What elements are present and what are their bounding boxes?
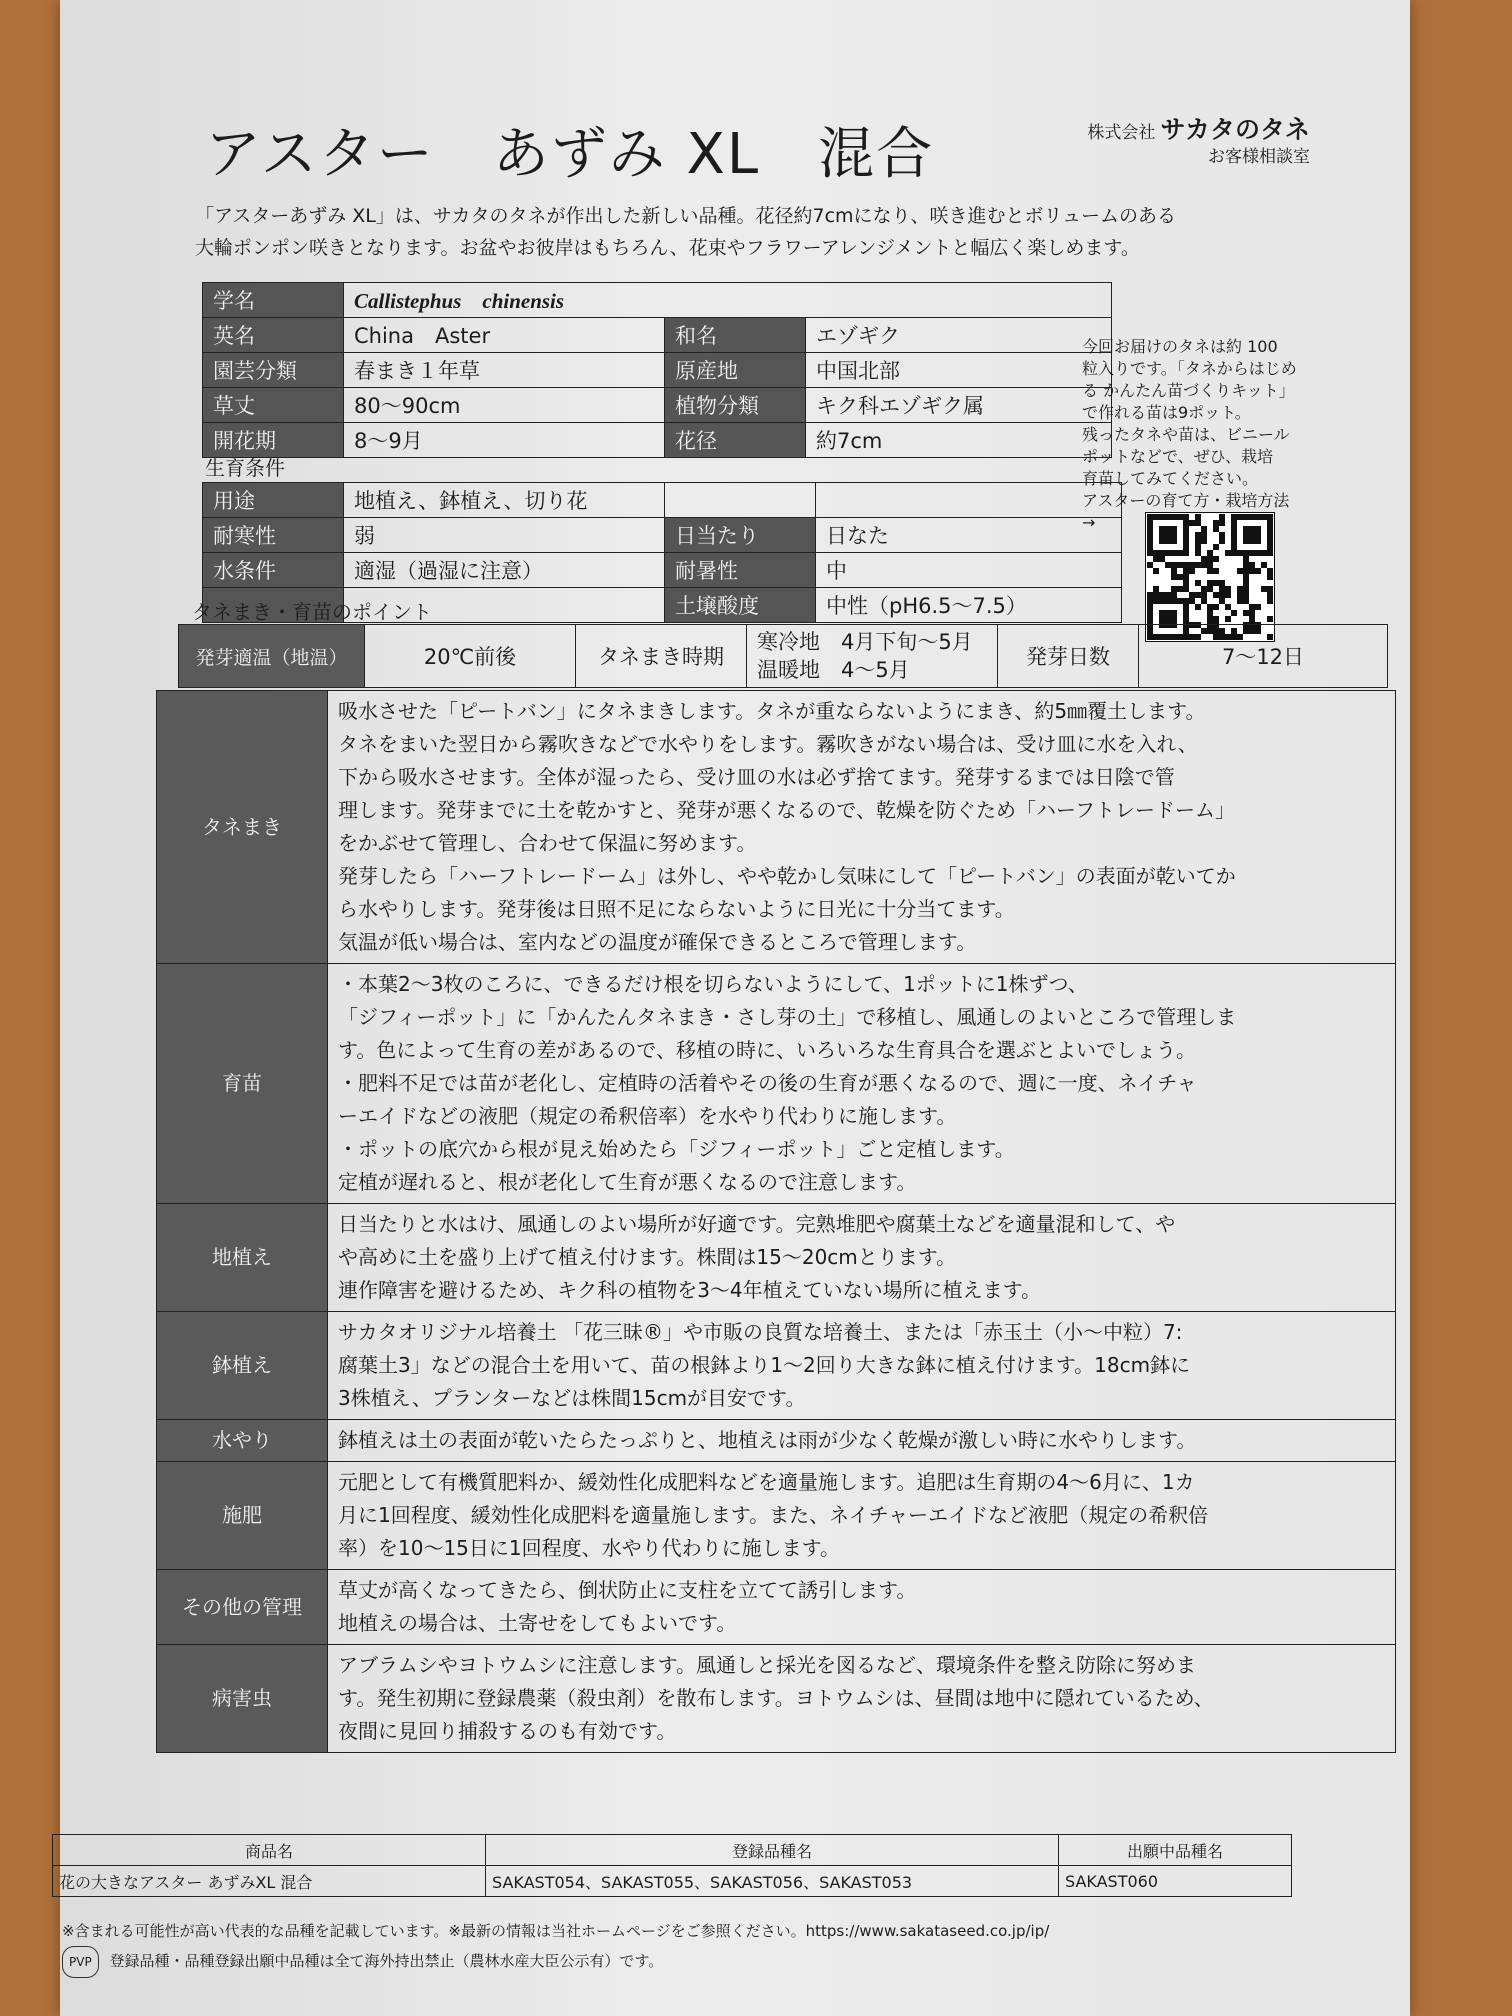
cultivation-row (157, 1312, 1396, 1420)
qr-module (1171, 538, 1177, 544)
section-line: 下から吸水させます。全体が湿ったら、受け皿の水は必ず捨てます。発芽するまでは日陰で管 (338, 765, 1175, 789)
sowing-time-cell (747, 625, 998, 688)
section-line: ・本葉2～3枚のころに、できるだけ根を切らないようにして、1ポットに1株ずつ、 (338, 972, 1088, 996)
qr-module (1213, 568, 1219, 574)
registered-variety-value: SAKAST054、SAKAST055、SAKAST056、SAKAST053 (486, 1866, 1059, 1897)
cultivation-sections (157, 691, 1396, 1753)
bloom-period-label: 開花期 (203, 423, 344, 458)
growing-guide-link[interactable]: アスターの育て方・栽培方法 (1082, 491, 1290, 510)
qr-module (1255, 604, 1261, 610)
section-line: 腐葉土3」などの混合土を用いて、苗の根鉢より1～2回り大きな鉢に植え付けます。18cm鉢に (338, 1353, 1191, 1377)
sidebar-line: 粒入りです。「タネからはじめ (1082, 359, 1297, 378)
water-condition-label: 水条件 (203, 553, 344, 588)
section-line: す。色によって生育の差があるので、移植の時に、いろいろな生育具合を選ぶとよいでしょう。 (338, 1038, 1196, 1062)
sidebar-note (1082, 336, 1342, 534)
section-label: その他の管理 (157, 1570, 328, 1645)
section-line: す。発生初期に登録農薬（殺虫剤）を散布します。ヨトウムシは、昼間は地中に隠れているため、 (338, 1686, 1214, 1710)
qr-module (1231, 610, 1237, 616)
empty-cell (816, 483, 1122, 518)
cultivation-row (157, 1204, 1396, 1312)
flower-diameter-value: 約7cm (806, 423, 1112, 458)
section-label: タネまき (157, 691, 328, 964)
cultivation-row (157, 1570, 1396, 1645)
qr-module (1183, 550, 1189, 556)
section-body (328, 1420, 1396, 1462)
qr-module (1213, 544, 1219, 550)
section-line: 草丈が高くなってきたら、倒状防止に支柱を立てて誘引します。 (338, 1578, 917, 1602)
qr-module (1267, 598, 1273, 604)
use-value: 地植え、鉢植え、切り花 (344, 483, 665, 518)
pending-variety-value: SAKAST060 (1059, 1866, 1292, 1897)
registered-variety-header: 登録品種名 (486, 1835, 1059, 1866)
sunlight-value: 日なた (816, 518, 1122, 553)
pending-variety-header: 出願中品種名 (1059, 1835, 1292, 1866)
section-line: 3株植え、プランターなどは株間15cmが目安です。 (338, 1386, 806, 1410)
qr-module (1219, 538, 1225, 544)
cultivation-table (156, 690, 1396, 1753)
sunlight-label: 日当たり (665, 518, 816, 553)
leaflet-paper (60, 0, 1410, 2016)
empty-cell (665, 483, 816, 518)
english-name-label: 英名 (203, 318, 344, 353)
soil-ph-label: 土壌酸度 (665, 588, 816, 623)
section-line: 夜間に見回り捕殺するのも有効です。 (338, 1719, 677, 1743)
intro-line: 「アスターあずみ XL」は、サカタのタネが作出した新しい品種。花径約7cmになり、咲き進むとボリュームのある (195, 205, 1176, 227)
section-line: ーエイドなどの液肥（規定の希釈倍率）を水やり代わりに施します。 (338, 1104, 957, 1128)
qr-module (1267, 550, 1273, 556)
plant-class-value: キク科エゾギク属 (806, 388, 1112, 423)
company-prefix: 株式会社 (1087, 123, 1156, 143)
qr-module (1213, 556, 1219, 562)
section-line: 元肥として有機質肥料か、緩効性化成肥料などを適量施します。追肥は生育期の4～6月に、1カ (338, 1470, 1195, 1494)
section-body (328, 1312, 1396, 1420)
origin-value: 中国北部 (806, 353, 1112, 388)
section-line: アブラムシやヨトウムシに注意します。風通しと採光を図るなど、環境条件を整え防除に努めま (338, 1653, 1196, 1677)
intro-text (195, 200, 1385, 264)
sidebar-line: ポットなどで、ぜひ、栽培 (1082, 447, 1274, 466)
section-line: 定植が遅れると、根が老化して生育が悪くなるので注意します。 (338, 1170, 917, 1194)
horticulture-class-value: 春まき１年草 (344, 353, 665, 388)
qr-module (1219, 520, 1225, 526)
scientific-name-label: 学名 (203, 283, 344, 318)
qr-module (1213, 604, 1219, 610)
qr-module (1267, 616, 1273, 622)
section-label: 施肥 (157, 1462, 328, 1570)
qr-module (1255, 538, 1261, 544)
soil-ph-value: 中性（pH6.5～7.5） (816, 588, 1122, 623)
sidebar-line: 残ったタネや苗は、ビニール (1082, 425, 1290, 444)
footer-note-line (62, 1946, 1392, 1978)
basic-info-table (202, 282, 1112, 458)
section-line: 月に1回程度、緩効性化成肥料を適量施します。また、ネイチャーエイドなど液肥（規定の希釈倍 (338, 1503, 1209, 1527)
section-line: や高めに土を盛り上げて植え付けます。株間は15～20cmとります。 (338, 1245, 957, 1269)
qr-module (1189, 568, 1195, 574)
cultivation-row (157, 964, 1396, 1204)
section-body (328, 691, 1396, 964)
sidebar-line: 育苗してみてください。 (1082, 469, 1259, 488)
section-line: タネをまいた翌日から霧吹きなどで水やりをします。霧吹きがない場合は、受け皿に水を入れ、 (338, 732, 1198, 756)
bloom-period-value: 8～9月 (344, 423, 665, 458)
section-line: ・肥料不足では苗が老化し、定植時の活着やその後の生育が悪くなるので、週に一度、ネイチャ (338, 1071, 1197, 1095)
qr-module (1255, 568, 1261, 574)
sowing-time-label: タネまき時期 (576, 625, 747, 688)
japanese-name-label: 和名 (665, 318, 806, 353)
section-line: 率）を10～15日に1回程度、水やり代わりに施します。 (338, 1536, 841, 1560)
section-line: 地植えの場合は、土寄せをしてもよいです。 (338, 1611, 737, 1635)
horticulture-class-label: 園芸分類 (203, 353, 344, 388)
section-body (328, 1570, 1396, 1645)
cultivation-row (157, 691, 1396, 964)
footer-note: ※含まれる可能性が高い代表的な品種を記載しています。※最新の情報は当社ホームページをご参照ください。https://www.sakataseed.co.jp/ip/ (62, 1922, 1050, 1940)
section-line: ら水やりします。発芽後は日照不足にならないように日光に十分当てます。 (338, 897, 1015, 921)
section-label: 地植え (157, 1204, 328, 1312)
customer-desk: お客様相談室 (1208, 147, 1310, 167)
plant-class-label: 植物分類 (665, 388, 806, 423)
section-line: サカタオリジナル培養土 「花三昧®」や市販の良質な培養土、または「赤玉土（小～中粒）7: (338, 1320, 1183, 1344)
cultivation-row (157, 1462, 1396, 1570)
germination-days-label: 発芽日数 (998, 625, 1139, 688)
sowing-heading: タネまき・育苗のポイント (192, 600, 432, 624)
japanese-name-value: エゾギク (806, 318, 1112, 353)
section-line: をかぶせて管理し、合わせて保温に努めます。 (338, 831, 757, 855)
scientific-name-value: Callistephus chinensis (344, 283, 1112, 318)
section-line: 発芽したら「ハーフトレードーム」は外し、やや乾かし気味にして「ピートバン」の表面が乾いてか (338, 864, 1236, 888)
use-label: 用途 (203, 483, 344, 518)
section-label: 育苗 (157, 964, 328, 1204)
flower-diameter-label: 花径 (665, 423, 806, 458)
height-value: 80～90cm (344, 388, 665, 423)
cultivation-row (157, 1645, 1396, 1753)
conditions-heading: 生育条件 (205, 456, 285, 480)
qr-module (1153, 568, 1159, 574)
variety-table (52, 1834, 1292, 1897)
product-name-value: 花の大きなアスター あずみXL 混合 (53, 1866, 486, 1897)
cultivation-row (157, 1420, 1396, 1462)
section-line: 「ジフィーポット」に「かんたんタネまき・さし芽の土」で移植し、風通しのよいところで管理しま (338, 1005, 1237, 1029)
footer-note: 登録品種・品種登録出願中品種は全て海外持出禁止（農林水産大臣公示有）です。 (109, 1952, 664, 1970)
section-line: ・ポットの底穴から根が見え始めたら「ジフィーポット」ごと定植します。 (338, 1137, 1015, 1161)
section-label: 水やり (157, 1420, 328, 1462)
section-line: 理します。発芽までに土を乾かすと、発芽が悪くなるので、乾燥を防ぐため「ハーフトレードーム」 (338, 798, 1235, 822)
section-line: 吸水させた「ピートバン」にタネまきします。タネが重ならないようにまき、約5㎜覆土します。 (338, 699, 1206, 723)
qr-code[interactable] (1145, 512, 1275, 642)
arrow-icon: → (1082, 513, 1096, 532)
sowing-time-cold: 寒冷地 4月下旬～5月 (757, 630, 973, 654)
cold-tolerance-label: 耐寒性 (203, 518, 344, 553)
sidebar-line: る かんたん苗づくりキット」 (1082, 381, 1295, 400)
qr-module (1267, 574, 1273, 580)
pvp-mark: PVP (62, 1946, 99, 1978)
section-label: 鉢植え (157, 1312, 328, 1420)
company-name: サカタのタネ (1160, 115, 1310, 144)
section-body (328, 1204, 1396, 1312)
heat-tolerance-label: 耐暑性 (665, 553, 816, 588)
sidebar-line: 今回お届けのタネは約 100 (1082, 337, 1278, 356)
qr-module (1195, 604, 1201, 610)
germination-temp-value: 20℃前後 (365, 625, 576, 688)
height-label: 草丈 (203, 388, 344, 423)
water-condition-value: 適湿（過湿に注意） (344, 553, 665, 588)
english-name-value: China Aster (344, 318, 665, 353)
section-body (328, 1462, 1396, 1570)
qr-module (1201, 538, 1207, 544)
section-line: 連作障害を避けるため、キク科の植物を3～4年植えていない場所に植えます。 (338, 1278, 1042, 1302)
section-line: 日当たりと水はけ、風通しのよい場所が好適です。完熟堆肥や腐葉土などを適量混和して、や (338, 1212, 1176, 1236)
product-name-header: 商品名 (53, 1835, 486, 1866)
section-body (328, 1645, 1396, 1753)
company-block (1087, 115, 1310, 169)
sowing-time-warm: 温暖地 4～5月 (757, 658, 910, 682)
origin-label: 原産地 (665, 353, 806, 388)
section-label: 病害虫 (157, 1645, 328, 1753)
section-line: 気温が低い場合は、室内などの温度が確保できるところで管理します。 (338, 930, 977, 954)
section-line: 鉢植えは土の表面が乾いたらたっぷりと、地植えは雨が少なく乾燥が激しい時に水やりします。 (338, 1428, 1197, 1452)
page-title: アスター あずみ XL 混合 (205, 122, 935, 187)
qr-module (1225, 616, 1231, 622)
germination-temp-label: 発芽適温（地温） (179, 625, 365, 688)
cold-tolerance-value: 弱 (344, 518, 665, 553)
heat-tolerance-value: 中 (816, 553, 1122, 588)
germination-table (178, 624, 1388, 688)
germination-days-value: 7～12日 (1139, 625, 1388, 688)
section-body (328, 964, 1396, 1204)
qr-module (1225, 592, 1231, 598)
sidebar-line: で作れる苗は9ポット。 (1082, 403, 1251, 422)
footer-notes (62, 1916, 1392, 1978)
intro-line: 大輪ポンポン咲きとなります。お盆やお彼岸はもちろん、花束やフラワーアレンジメントと幅広く楽しめます。 (195, 237, 1140, 259)
